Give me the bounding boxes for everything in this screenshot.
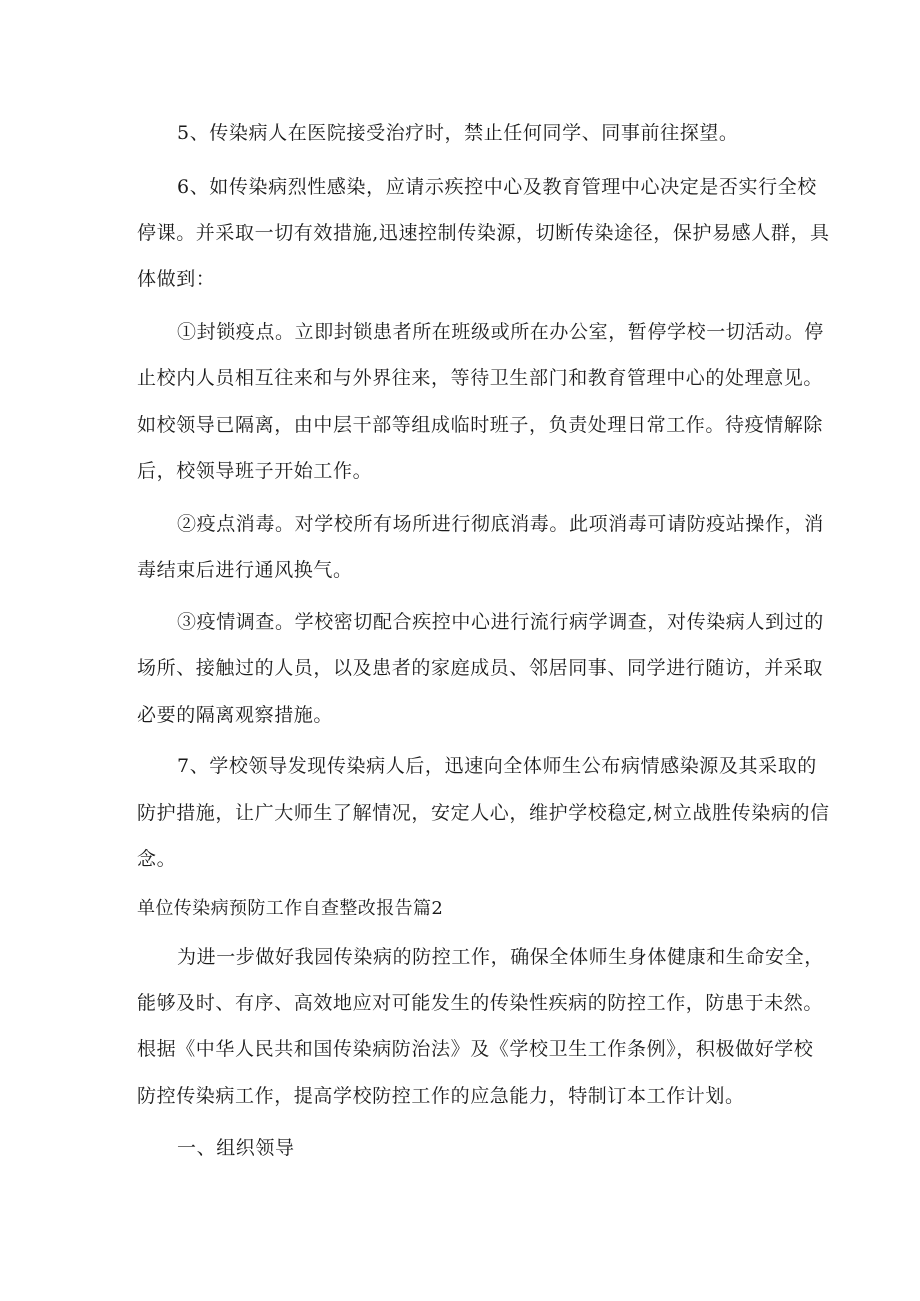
section-title: 单位传染病预防工作自查整改报告篇2 bbox=[137, 898, 444, 919]
paragraph-item-7-line-1: 7、学校领导发现传染病人后，迅速向全体师生公布病情感染源及其采取的 bbox=[177, 755, 817, 777]
paragraph-sub-1-line-2: 止校内人员相互往来和与外界往来，等待卫生部门和教育管理中心的处理意见。 bbox=[137, 367, 824, 389]
paragraph-sub-3-line-1: ③疫情调查。学校密切配合疾控中心进行流行病学调查，对传染病人到过的 bbox=[177, 611, 824, 633]
paragraph-sub-1-line-4: 后，校领导班子开始工作。 bbox=[137, 460, 373, 482]
paragraph-sub-2-line-2: 毒结束后进行通风换气。 bbox=[137, 559, 353, 581]
paragraph-item-5-line-1: 5、传染病人在医院接受治疗时，禁止任何同学、同事前往探望。 bbox=[177, 122, 739, 144]
paragraph-sub-1-line-3: 如校领导已隔离，由中层干部等组成临时班子，负责处理日常工作。待疫情解除 bbox=[137, 414, 824, 436]
subheading: 一、组织领导 bbox=[177, 1137, 295, 1159]
paragraph-sub-3-line-2: 场所、接触过的人员，以及患者的家庭成员、邻居同事、同学进行随访，并采取 bbox=[137, 657, 824, 679]
paragraph-sub-3-line-3: 必要的隔离观察措施。 bbox=[137, 704, 334, 726]
paragraph-sub-1-line-1: ①封锁疫点。立即封锁患者所在班级或所在办公室，暂停学校一切活动。停 bbox=[177, 321, 824, 343]
intro-line-2: 能够及时、有序、高效地应对可能发生的传染性疾病的防控工作，防患于未然。 bbox=[137, 992, 824, 1014]
paragraph-item-7-line-2: 防护措施，让广大师生了解情况，安定人心，维护学校稳定,树立战胜传染病的信 bbox=[137, 802, 830, 824]
intro-line-4: 防控传染病工作，提高学校防控工作的应急能力，特制订本工作计划。 bbox=[137, 1085, 745, 1107]
paragraph-item-7-line-3: 念。 bbox=[137, 848, 177, 870]
paragraph-item-6-line-1: 6、如传染病烈性感染，应请示疾控中心及教育管理中心决定是否实行全校 bbox=[177, 176, 817, 198]
paragraph-item-6-line-2: 停课。并采取一切有效措施,迅速控制传染源，切断传染途径，保护易感人群，具 bbox=[137, 222, 830, 244]
intro-line-1: 为进一步做好我园传染病的防控工作，确保全体师生身体健康和生命安全， bbox=[177, 946, 824, 968]
paragraph-item-6-line-3: 体做到： bbox=[137, 268, 216, 290]
intro-line-3: 根据《中华人民共和国传染病防治法》及《学校卫生工作条例》，积极做好学校 bbox=[137, 1038, 814, 1060]
paragraph-sub-2-line-1: ②疫点消毒。对学校所有场所进行彻底消毒。此项消毒可请防疫站操作，消 bbox=[177, 513, 824, 535]
